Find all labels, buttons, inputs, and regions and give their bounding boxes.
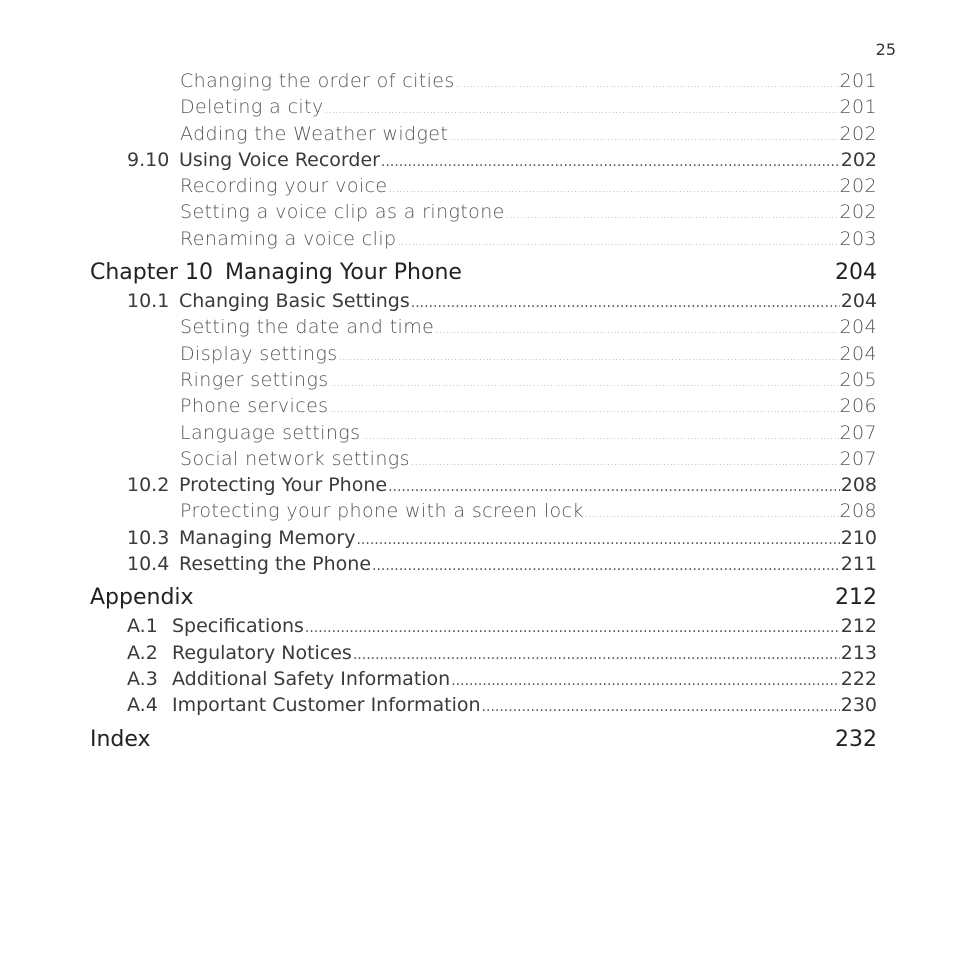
toc-dot-leader: [388, 182, 838, 195]
toc-entry-number: A.3: [127, 667, 158, 690]
toc-entry-page: 208: [839, 500, 877, 523]
toc-entry[interactable]: [90, 316, 877, 342]
toc-dot-leader: [305, 620, 840, 636]
toc-entry-title: Setting the date and time: [180, 316, 435, 339]
toc-entry[interactable]: [90, 448, 877, 474]
toc-dot-leader: [482, 699, 840, 715]
toc-entry[interactable]: [90, 343, 877, 369]
toc-dot-leader: [381, 154, 840, 170]
toc-entry-number: A.4: [127, 694, 158, 717]
toc-dot-leader: [411, 455, 839, 468]
toc-entry-number: 10.2: [127, 474, 170, 497]
toc-entry[interactable]: [90, 395, 877, 421]
toc-entry[interactable]: [90, 70, 877, 96]
toc-entry-title: Adding the Weather widget: [180, 122, 449, 145]
toc-entry-page: 232: [835, 726, 877, 752]
toc-entry[interactable]: [90, 201, 877, 227]
toc-entry[interactable]: [90, 668, 877, 694]
toc-entry-title: Changing Basic Settings: [179, 290, 410, 313]
table-of-contents: [90, 70, 877, 757]
toc-entry-page: 210: [840, 526, 877, 549]
toc-entry-page: 205: [839, 368, 877, 391]
toc-entry-page: 202: [839, 175, 877, 198]
toc-dot-leader: [435, 323, 838, 336]
toc-entry[interactable]: [90, 474, 877, 500]
toc-entry-title: Regulatory Notices: [172, 641, 352, 664]
toc-entry-title: Managing Memory: [179, 526, 356, 549]
toc-dot-leader: [329, 402, 838, 415]
toc-entry-page: 230: [840, 694, 877, 717]
toc-entry[interactable]: [90, 175, 877, 201]
toc-dot-leader: [372, 558, 840, 574]
toc-entry-number: A.2: [127, 641, 158, 664]
toc-entry-page: 204: [835, 260, 877, 286]
toc-entry-title: Social network settings: [180, 447, 410, 470]
toc-entry-page: 211: [840, 553, 877, 576]
toc-entry-title: Recording your voice: [180, 175, 388, 198]
toc-dot-leader: [585, 507, 839, 520]
toc-dot-leader: [397, 235, 838, 248]
toc-entry-title: Language settings: [180, 421, 361, 444]
toc-entry-page: 204: [840, 290, 877, 313]
toc-entry-title: Resetting the Phone: [179, 553, 372, 576]
toc-entry-title: Protecting Your Phone: [179, 474, 388, 497]
toc-dot-leader: [388, 479, 840, 495]
toc-entry-page: 212: [840, 615, 877, 638]
toc-entry-title: Deleting a city: [180, 96, 324, 119]
toc-entry-title: Important Customer Information: [172, 694, 481, 717]
toc-chapter-entry[interactable]: [90, 727, 877, 757]
toc-dot-leader: [449, 130, 838, 143]
toc-dot-leader: [353, 647, 840, 663]
page-number: 25: [875, 40, 896, 59]
toc-entry[interactable]: [90, 123, 877, 149]
toc-dot-leader: [330, 376, 839, 389]
toc-entry-page: 213: [840, 641, 877, 664]
toc-entry-title: Using Voice Recorder: [179, 148, 380, 171]
toc-entry[interactable]: [90, 694, 877, 720]
toc-entry-title: Phone services: [180, 395, 329, 418]
toc-entry-title: Changing the order of cities: [180, 70, 455, 92]
toc-entry[interactable]: [90, 290, 877, 316]
toc-entry-number: 10.3: [127, 526, 170, 549]
toc-entry-title: Setting a voice clip as a ringtone: [180, 201, 505, 224]
toc-entry-number: Chapter 10: [90, 260, 213, 286]
toc-entry-number: 10.4: [127, 553, 170, 576]
toc-entry-title: Additional Safety Information: [172, 667, 451, 690]
toc-entry[interactable]: [90, 149, 877, 175]
toc-dot-leader: [356, 532, 839, 548]
toc-entry[interactable]: [90, 500, 877, 526]
toc-entry[interactable]: [90, 642, 877, 668]
toc-dot-leader: [325, 103, 839, 116]
toc-entry[interactable]: [90, 422, 877, 448]
toc-entry-title: Appendix: [90, 585, 194, 611]
toc-entry[interactable]: [90, 615, 877, 641]
toc-dot-leader: [456, 77, 839, 90]
toc-entry[interactable]: [90, 553, 877, 579]
toc-entry-title: Managing Your Phone: [224, 260, 462, 286]
toc-dot-leader: [339, 350, 839, 363]
toc-entry-number: 10.1: [127, 290, 170, 313]
toc-entry-page: 203: [839, 227, 877, 250]
toc-entry-title: Ringer settings: [180, 368, 329, 391]
toc-entry-page: 208: [840, 474, 877, 497]
toc-entry-page: 202: [839, 122, 877, 145]
toc-entry-title: Specifications: [172, 615, 304, 638]
toc-entry-page: 202: [840, 148, 877, 171]
toc-entry-page: 212: [835, 585, 877, 611]
toc-entry-page: 202: [839, 201, 877, 224]
toc-entry-page: 207: [839, 421, 877, 444]
toc-entry-page: 206: [839, 395, 877, 418]
toc-dot-leader: [451, 673, 840, 689]
toc-entry[interactable]: [90, 527, 877, 553]
toc-dot-leader: [506, 208, 839, 221]
toc-entry-page: 222: [840, 667, 877, 690]
toc-entry-page: 201: [839, 96, 877, 119]
toc-entry-title: Renaming a voice clip: [180, 227, 397, 250]
toc-entry-page: 204: [839, 316, 877, 339]
toc-dot-leader: [411, 295, 840, 311]
toc-entry-number: A.1: [127, 615, 158, 638]
toc-entry-title: Index: [90, 726, 151, 752]
toc-entry-number: 9.10: [127, 148, 170, 171]
toc-chapter-entry[interactable]: [90, 585, 877, 615]
toc-entry[interactable]: [90, 369, 877, 395]
toc-entry-page: 201: [839, 70, 877, 92]
toc-entry-page: 204: [839, 342, 877, 365]
toc-entry-page: 207: [839, 447, 877, 470]
toc-chapter-entry[interactable]: [90, 260, 877, 290]
toc-entry[interactable]: [90, 96, 877, 122]
toc-entry-title: Protecting your phone with a screen lock: [180, 500, 584, 523]
toc-entry[interactable]: [90, 228, 877, 254]
toc-dot-leader: [361, 429, 838, 442]
toc-entry-title: Display settings: [180, 342, 338, 365]
